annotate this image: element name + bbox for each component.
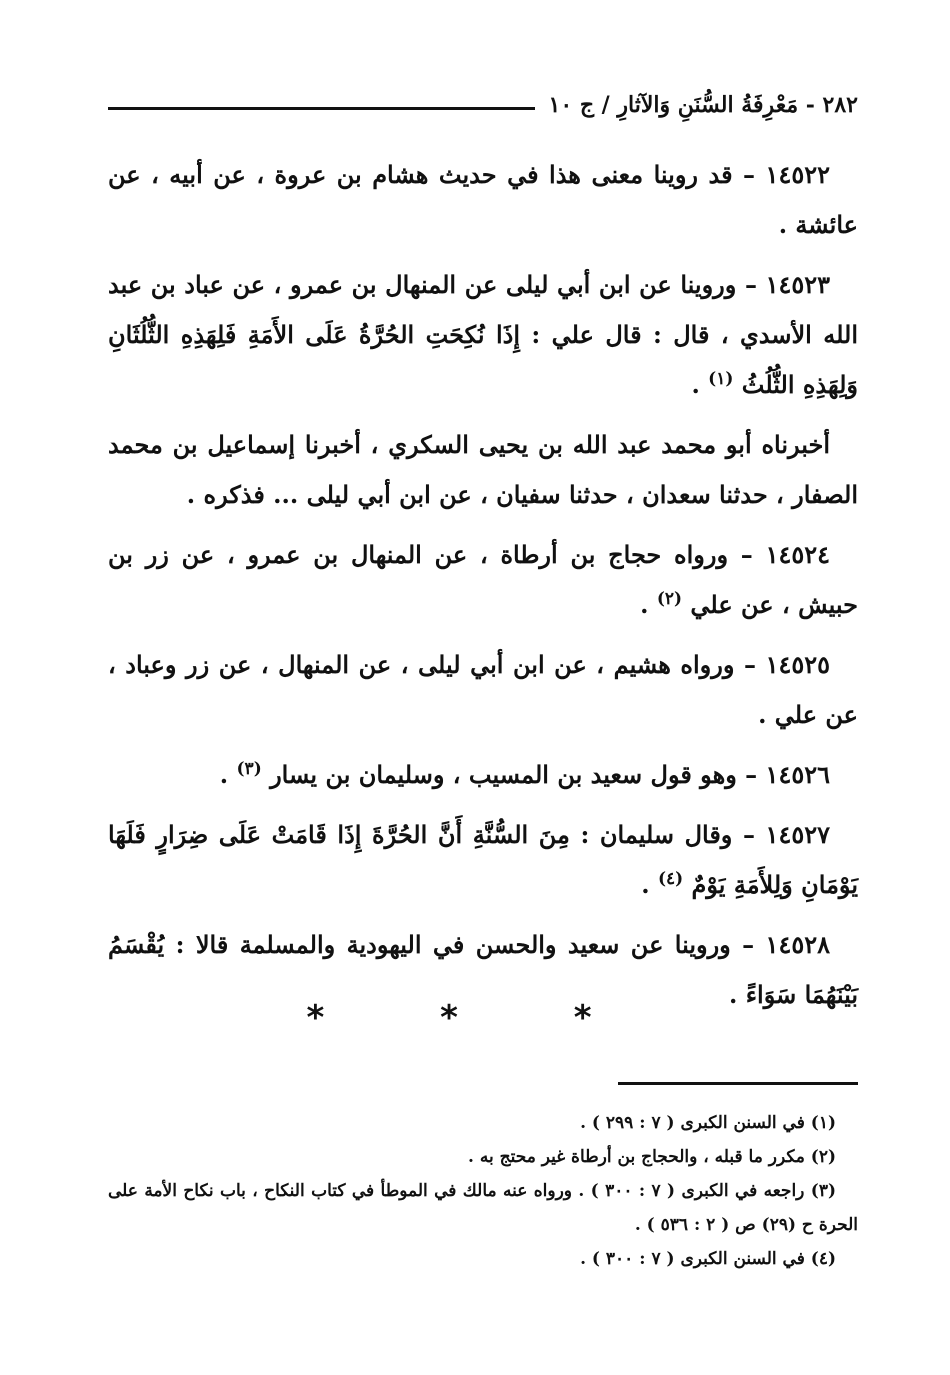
paragraph-tail: . — [641, 870, 650, 899]
quoted-text: مِنَ السُّنَّةِ أَنَّ الحُرَّةَ إِذَا قَامَتْ عَلَى ضِرَارٍ فَلَهَا يَوْمَانِ وَلِلأَمَةِ يَوْمٌ — [108, 820, 858, 899]
paragraph-text: – وهو قول سعيد بن المسيب ، وسليمان بن يسار — [270, 760, 758, 789]
paragraph-text: – وروينا عن سعيد والحسن في اليهودية والمسلمة قالا : — [175, 930, 755, 959]
footnote-ref[interactable]: (٢) — [656, 589, 683, 609]
paragraph-14526 — [108, 750, 858, 800]
quoted-text: يُقْسَمُ بَيْنَهُمَا سَوَاءً — [108, 930, 858, 1009]
footnote-4: (٤) في السنن الكبرى ( ٧ : ٣٠٠ ) . — [580, 1249, 836, 1269]
footnote-ref[interactable]: (١) — [708, 369, 734, 389]
paragraph-tail: . — [691, 370, 700, 399]
footnote-1: (١) في السنن الكبرى ( ٧ : ٢٩٩ ) . — [580, 1113, 836, 1133]
section-separator: * * * — [306, 998, 644, 1038]
hadith-number: ١٤٥٢٣ — [765, 270, 831, 299]
running-title: ٢٨٢ - مَعْرِفَةُ السُّنَنِ وَالآثارِ / ج ١٠ — [548, 92, 858, 118]
header-rule — [108, 107, 535, 110]
paragraph-14522 — [108, 150, 858, 250]
paragraph-tail: . — [219, 760, 229, 789]
footnote-2: (٢) مكرر ما قبله ، والحجاج بن أرطاة غير محتج به . — [468, 1147, 836, 1167]
paragraph-14524 — [108, 530, 858, 630]
hadith-number: ١٤٥٢٤ — [765, 540, 831, 569]
hadith-number: ١٤٥٢٧ — [765, 820, 830, 849]
hadith-number: ١٤٥٢٢ — [765, 160, 830, 189]
paragraph-text: – قد روينا معنى هذا في حديث هشام بن عروة ، عن أبيه ، عن عائشة . — [108, 160, 858, 239]
paragraph-text: – ورواه حجاج بن أرطاة ، عن المنهال بن عمرو ، عن زر بن حبيش ، عن علي — [108, 540, 858, 619]
main-text — [108, 150, 858, 1030]
hadith-number: ١٤٥٢٥ — [765, 650, 831, 679]
paragraph-tail: . — [729, 980, 738, 1009]
paragraph-text: – ورواه هشيم ، عن ابن أبي ليلى ، عن المنهال ، عن زر وعباد ، عن علي . — [108, 650, 858, 729]
footnote-rule — [618, 1082, 858, 1085]
paragraph-text: – وقال سليمان : — [580, 820, 755, 849]
footnote-3: (٣) راجعه في الكبرى ( ٧ : ٣٠٠ ) . ورواه عنه مالك في الموطأ في كتاب النكاح ، باب نكاح الأمة على الحرة ح (٢٩) ص ( ٢ : ٥٣٦ ) . — [108, 1181, 858, 1235]
footnotes — [108, 1106, 858, 1276]
paragraph-tail: . — [640, 590, 649, 619]
page-header — [108, 88, 858, 122]
footnote-ref[interactable]: (٤) — [657, 869, 684, 889]
paragraph-isnad — [108, 420, 858, 520]
paragraph-14527 — [108, 810, 858, 910]
footnote-ref[interactable]: (٣) — [236, 759, 262, 779]
quoted-text: إِذَا نُكِحَتِ الحُرَّةُ عَلَى الأَمَةِ فَلِهَذِهِ الثُّلُثَانِ وَلِهَذِهِ الثُّلُثُ — [108, 320, 858, 399]
paragraph-14525 — [108, 640, 858, 740]
paragraph-text: أخبرناه أبو محمد عبد الله بن يحيى السكري ، أخبرنا إسماعيل بن محمد الصفار ، حدثنا سعدان ، حدثنا سفيان ، عن ابن أبي ليلى ... فذكره . — [108, 430, 858, 509]
hadith-number: ١٤٥٢٦ — [765, 760, 830, 789]
hadith-number: ١٤٥٢٨ — [765, 930, 830, 959]
paragraph-14523 — [108, 260, 858, 410]
paragraph-text: – وروينا عن ابن أبي ليلى عن المنهال بن عمرو ، عن عباد بن عبد الله الأسدي ، قال : قال علي : — [108, 270, 858, 349]
